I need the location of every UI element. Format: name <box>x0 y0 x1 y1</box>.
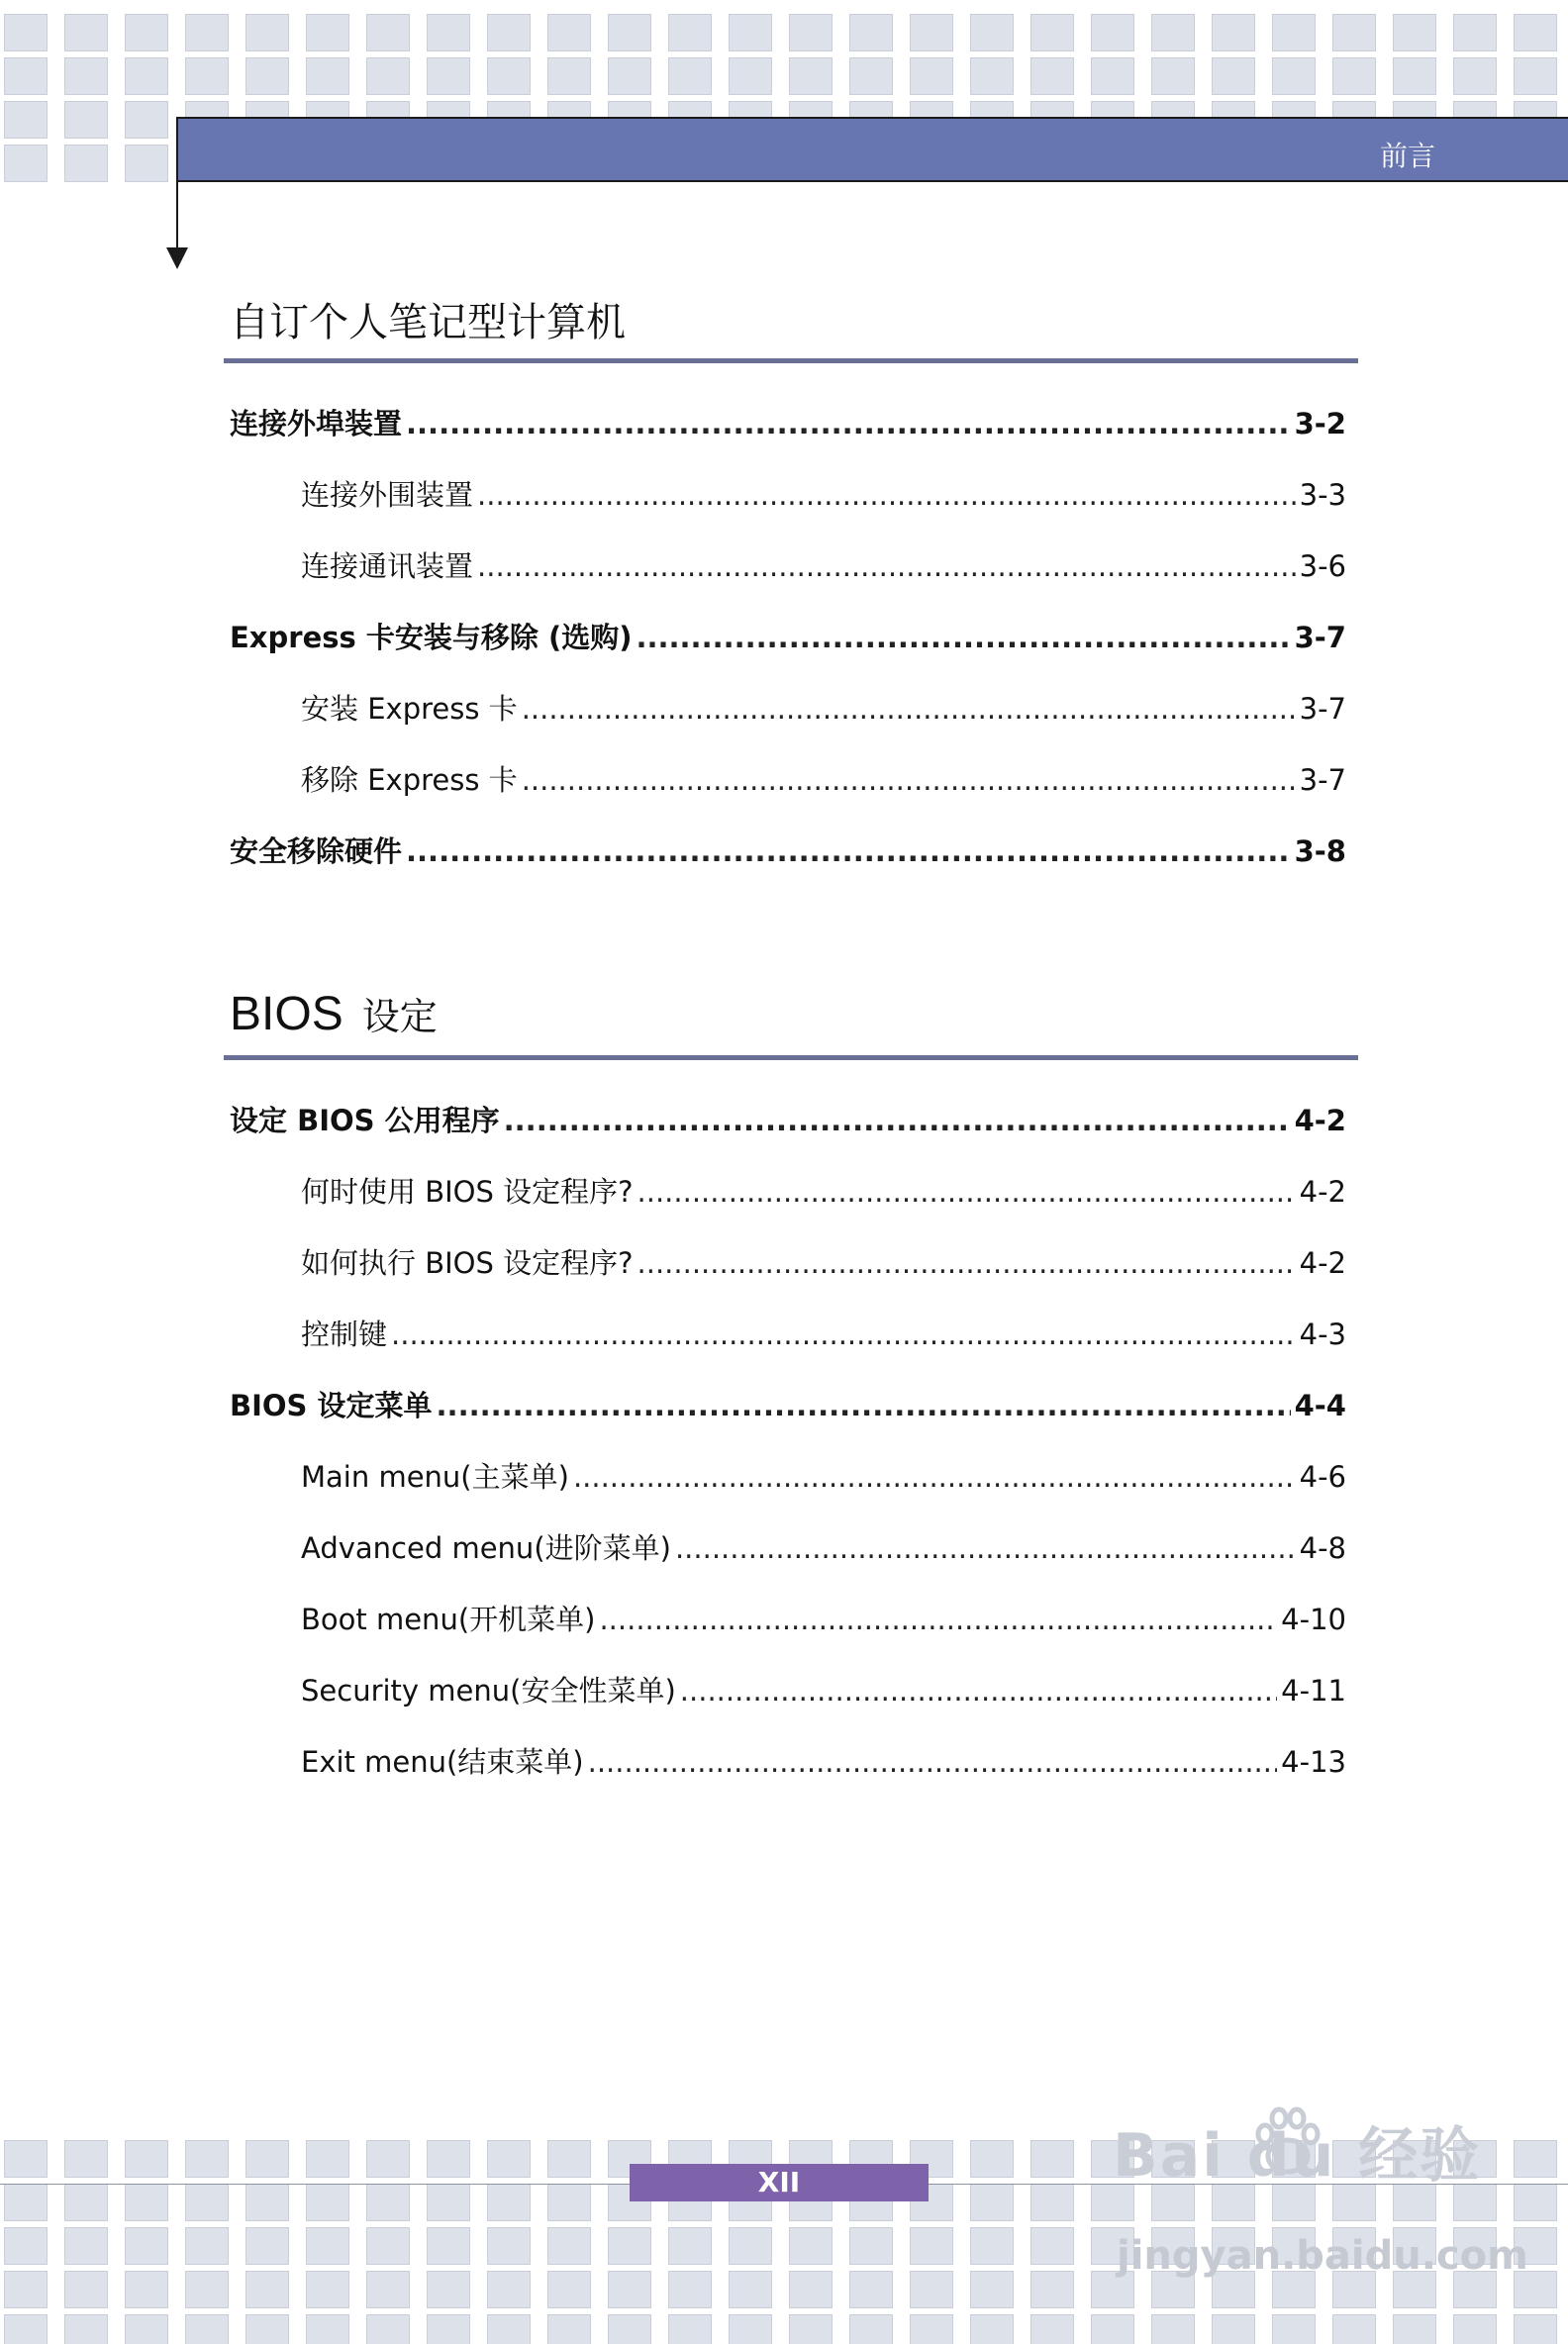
decorative-tile <box>366 2227 410 2265</box>
page-number-badge: XII <box>630 2164 929 2201</box>
decorative-tile <box>970 2140 1014 2178</box>
decorative-tile <box>245 2184 289 2221</box>
decorative-tile <box>1091 2314 1134 2344</box>
toc-dot-leader <box>680 1671 1277 1710</box>
decorative-tile <box>849 14 893 51</box>
decorative-tile <box>306 2140 349 2178</box>
decorative-tile <box>910 14 953 51</box>
decorative-tile <box>487 2140 531 2178</box>
decorative-tile <box>789 14 833 51</box>
decorative-tile <box>4 2227 48 2265</box>
decorative-tile <box>608 2314 651 2344</box>
toc-dot-leader <box>406 404 1291 443</box>
decorative-tile <box>1272 57 1316 95</box>
decorative-tile <box>245 2140 289 2178</box>
section-title-main: BIOS <box>230 988 343 1040</box>
toc-entry-label: 连接外埠装置 <box>230 407 403 440</box>
decorative-tile <box>125 2184 168 2221</box>
decorative-tile <box>547 2140 591 2178</box>
decorative-tile <box>4 101 48 139</box>
decorative-tile <box>487 2227 531 2265</box>
toc-dot-leader <box>437 1386 1291 1425</box>
decorative-tile <box>910 57 953 95</box>
toc-entry[interactable] <box>301 1528 1346 1568</box>
toc-page-number: 4-11 <box>1281 1674 1346 1708</box>
decorative-tile <box>608 57 651 95</box>
toc-dot-leader <box>588 1742 1278 1782</box>
decorative-tile <box>608 2227 651 2265</box>
toc-dot-leader <box>636 618 1290 657</box>
section-title-customize: 自订个人笔记型计算机 <box>230 300 626 345</box>
toc-dot-leader <box>504 1101 1291 1140</box>
decorative-tile <box>427 14 470 51</box>
toc-entry-heading[interactable] <box>230 1386 1346 1425</box>
toc-entry-label: 连接通讯装置 <box>301 549 474 583</box>
decorative-tile <box>668 14 712 51</box>
toc-entry-label: Advanced menu(进阶菜单) <box>301 1531 671 1565</box>
decorative-tile <box>64 57 108 95</box>
toc-page-number: 3-7 <box>1294 621 1346 654</box>
toc-page-number: 3-8 <box>1294 834 1346 868</box>
toc-dot-leader <box>406 831 1291 871</box>
decorative-tile <box>1030 2184 1074 2221</box>
decorative-tile <box>64 14 108 51</box>
decorative-tile <box>306 2314 349 2344</box>
decorative-tile <box>366 2184 410 2221</box>
decorative-tile <box>1453 14 1497 51</box>
decorative-tile <box>668 2314 712 2344</box>
decorative-tile <box>729 2227 772 2265</box>
toc-page-number: 3-6 <box>1299 549 1346 583</box>
toc-entry-label: 移除 Express 卡 <box>301 763 518 797</box>
decorative-tile <box>427 2140 470 2178</box>
toc-entry-heading[interactable] <box>230 831 1346 871</box>
toc-entry[interactable] <box>301 689 1346 729</box>
decorative-tile <box>1514 57 1557 95</box>
decorative-tile <box>1453 2314 1497 2344</box>
decorative-tile <box>789 2314 833 2344</box>
decorative-tile <box>970 2314 1014 2344</box>
decorative-tile <box>4 2314 48 2344</box>
decorative-tile <box>125 14 168 51</box>
decorative-tile <box>245 2227 289 2265</box>
decorative-tile <box>729 14 772 51</box>
decorative-tile <box>185 2184 229 2221</box>
decorative-tile <box>1272 2314 1316 2344</box>
decorative-tile <box>668 2271 712 2308</box>
section-divider <box>224 358 1358 363</box>
toc-entry-label: 安全移除硬件 <box>230 834 403 868</box>
toc-entry-label: Boot menu(开机菜单) <box>301 1603 596 1636</box>
decorative-tile <box>849 57 893 95</box>
decorative-tile <box>729 2271 772 2308</box>
toc-entry-label: Exit menu(结束菜单) <box>301 1745 584 1779</box>
decorative-tile <box>547 2227 591 2265</box>
decorative-tile <box>729 2314 772 2344</box>
decorative-tile <box>185 57 229 95</box>
decorative-tile <box>1393 2314 1436 2344</box>
decorative-tile <box>729 57 772 95</box>
decorative-tile <box>125 2314 168 2344</box>
decorative-tile <box>910 2314 953 2344</box>
decorative-tile <box>245 2271 289 2308</box>
decorative-tile <box>608 2271 651 2308</box>
decorative-tile <box>306 2184 349 2221</box>
decorative-tile <box>306 57 349 95</box>
decorative-tile <box>1151 57 1195 95</box>
decorative-tile <box>547 2314 591 2344</box>
toc-page-number: 4-2 <box>1299 1246 1346 1280</box>
decorative-tile <box>1393 14 1436 51</box>
decorative-tile <box>487 2184 531 2221</box>
toc-dot-leader <box>599 1600 1277 1639</box>
decorative-tile <box>1030 57 1074 95</box>
decorative-tile <box>970 14 1014 51</box>
decorative-tile <box>547 57 591 95</box>
decorative-tile <box>185 2314 229 2344</box>
decorative-tile <box>789 57 833 95</box>
decorative-tile <box>668 2227 712 2265</box>
toc-page-number: 4-2 <box>1299 1175 1346 1209</box>
decorative-tile <box>185 2227 229 2265</box>
watermark-url: jingyan.baidu.com <box>1117 2233 1528 2279</box>
decorative-tile <box>1514 14 1557 51</box>
decorative-tile <box>1091 57 1134 95</box>
toc-page-number: 3-7 <box>1299 763 1346 797</box>
decorative-tile <box>608 14 651 51</box>
toc-entry-label: 控制键 <box>301 1318 388 1351</box>
decorative-tile <box>1091 14 1134 51</box>
decorative-tile <box>125 145 168 182</box>
toc-page-number: 4-3 <box>1299 1318 1346 1351</box>
decorative-tile <box>1030 14 1074 51</box>
toc-entry-label: 安装 Express 卡 <box>301 692 518 726</box>
section-title-sub: 设定 <box>361 995 438 1038</box>
arrow-down-icon <box>166 247 188 269</box>
decorative-tile <box>306 14 349 51</box>
toc-dot-leader <box>522 689 1296 729</box>
decorative-tile <box>125 101 168 139</box>
decorative-tile <box>789 2227 833 2265</box>
decorative-tile <box>970 2271 1014 2308</box>
decorative-tile <box>64 2140 108 2178</box>
toc-page-number: 4-2 <box>1294 1104 1346 1137</box>
decorative-tile <box>366 2140 410 2178</box>
decorative-tile <box>4 145 48 182</box>
toc-entry-label: 设定 BIOS 公用程序 <box>230 1104 500 1137</box>
decorative-tile <box>1272 14 1316 51</box>
chapter-title: 前言 <box>1379 140 1435 172</box>
decorative-tile <box>1514 2184 1557 2221</box>
decorative-tile <box>970 2227 1014 2265</box>
decorative-tile <box>366 57 410 95</box>
decorative-tile <box>4 57 48 95</box>
decorative-tile <box>970 2184 1014 2221</box>
toc-dot-leader <box>522 760 1296 800</box>
decorative-tile <box>487 14 531 51</box>
toc-page-number: 3-7 <box>1299 692 1346 726</box>
decorative-tile <box>185 14 229 51</box>
toc-entry[interactable] <box>301 1457 1346 1497</box>
toc-dot-leader <box>477 546 1296 586</box>
decorative-tile <box>125 2271 168 2308</box>
decorative-tile <box>1151 14 1195 51</box>
decorative-tile <box>547 14 591 51</box>
decorative-tile <box>427 2227 470 2265</box>
toc-entry[interactable] <box>301 1243 1346 1283</box>
paw-logo-icon <box>1249 2104 1326 2182</box>
chapter-header-band <box>176 117 1568 182</box>
decorative-tile <box>64 2271 108 2308</box>
toc-entry[interactable] <box>301 1172 1346 1212</box>
toc-page-number: 4-13 <box>1281 1745 1346 1779</box>
decorative-tile <box>4 2140 48 2178</box>
decorative-tile <box>1332 14 1376 51</box>
decorative-tile <box>64 2184 108 2221</box>
decorative-tile <box>547 2271 591 2308</box>
decorative-tile <box>1514 2314 1557 2344</box>
toc-entry-label: BIOS 设定菜单 <box>230 1389 433 1422</box>
toc-entry-label: 如何执行 BIOS 设定程序? <box>301 1246 634 1280</box>
toc-entry-label: Main menu(主菜单) <box>301 1460 569 1494</box>
decorative-tile <box>4 2184 48 2221</box>
toc-dot-leader <box>477 475 1296 515</box>
decorative-tile <box>1030 2271 1074 2308</box>
watermark-brand: Bai du 经验 <box>1113 2121 1482 2191</box>
toc-page-number: 3-3 <box>1299 478 1346 512</box>
decorative-tile <box>1514 2140 1557 2178</box>
decorative-tile <box>245 14 289 51</box>
decorative-tile <box>487 57 531 95</box>
toc-entry-label: Express 卡安装与移除 (选购) <box>230 621 633 654</box>
toc-entry[interactable] <box>301 546 1346 586</box>
decorative-tile <box>849 2314 893 2344</box>
decorative-tile <box>185 2140 229 2178</box>
decorative-tile <box>1453 57 1497 95</box>
decorative-tile <box>245 2314 289 2344</box>
decorative-tile <box>427 2184 470 2221</box>
section-divider <box>224 1055 1358 1060</box>
toc-page-number: 3-2 <box>1294 407 1346 440</box>
decorative-tile <box>1393 57 1436 95</box>
decorative-tile <box>1332 2314 1376 2344</box>
decorative-tile <box>427 2271 470 2308</box>
toc-page-number: 4-8 <box>1299 1531 1346 1565</box>
decorative-tile <box>1212 2314 1255 2344</box>
decorative-tile <box>366 2271 410 2308</box>
toc-dot-leader <box>391 1315 1296 1354</box>
decorative-tile <box>1212 14 1255 51</box>
decorative-tile <box>849 2227 893 2265</box>
toc-entry[interactable] <box>301 1671 1346 1710</box>
decorative-tile <box>245 57 289 95</box>
decorative-tile <box>366 2314 410 2344</box>
decorative-tile <box>1332 57 1376 95</box>
toc-dot-leader <box>675 1528 1296 1568</box>
decorative-tile <box>668 57 712 95</box>
toc-dot-leader <box>637 1172 1296 1212</box>
toc-entry-heading[interactable] <box>230 404 1346 443</box>
decorative-tile <box>427 57 470 95</box>
decorative-tile <box>64 101 108 139</box>
decorative-tile <box>64 145 108 182</box>
decorative-tile <box>185 2271 229 2308</box>
decorative-tile <box>4 2271 48 2308</box>
decorative-tile <box>366 14 410 51</box>
decorative-tile <box>910 2271 953 2308</box>
decorative-tile <box>789 2271 833 2308</box>
toc-entry[interactable] <box>301 1315 1346 1354</box>
decorative-tile <box>547 2184 591 2221</box>
section-title-bios <box>230 986 438 1041</box>
toc-dot-leader <box>637 1243 1296 1283</box>
toc-entry[interactable] <box>301 1600 1346 1639</box>
toc-entry[interactable] <box>301 760 1346 800</box>
toc-entry[interactable] <box>301 475 1346 515</box>
decorative-tile <box>487 2271 531 2308</box>
toc-page-number: 4-6 <box>1299 1460 1346 1494</box>
decorative-tile <box>487 2314 531 2344</box>
decorative-tile <box>1030 2227 1074 2265</box>
toc-entry-label: Security menu(安全性菜单) <box>301 1674 676 1708</box>
decorative-tile <box>910 2227 953 2265</box>
decorative-tile <box>970 57 1014 95</box>
toc-entry[interactable] <box>301 1742 1346 1782</box>
decorative-tile <box>125 2140 168 2178</box>
decorative-tile <box>1030 2314 1074 2344</box>
decorative-tile <box>125 57 168 95</box>
toc-entry-heading[interactable] <box>230 1101 1346 1140</box>
decorative-tile <box>4 14 48 51</box>
toc-page-number: 4-10 <box>1281 1603 1346 1636</box>
decorative-tile <box>849 2271 893 2308</box>
decorative-tile <box>306 2271 349 2308</box>
decorative-tile <box>427 2314 470 2344</box>
toc-entry-label: 何时使用 BIOS 设定程序? <box>301 1175 634 1209</box>
header-tile-grid <box>0 0 1568 228</box>
decorative-tile <box>306 2227 349 2265</box>
toc-dot-leader <box>573 1457 1296 1497</box>
decorative-tile <box>125 2227 168 2265</box>
decorative-tile <box>64 2227 108 2265</box>
decorative-tile <box>1212 57 1255 95</box>
arrow-line <box>176 117 178 249</box>
toc-entry-label: 连接外围装置 <box>301 478 474 512</box>
toc-page-number: 4-4 <box>1294 1389 1346 1422</box>
decorative-tile <box>1030 2140 1074 2178</box>
decorative-tile <box>1151 2314 1195 2344</box>
toc-entry-heading[interactable] <box>230 618 1346 657</box>
decorative-tile <box>64 2314 108 2344</box>
